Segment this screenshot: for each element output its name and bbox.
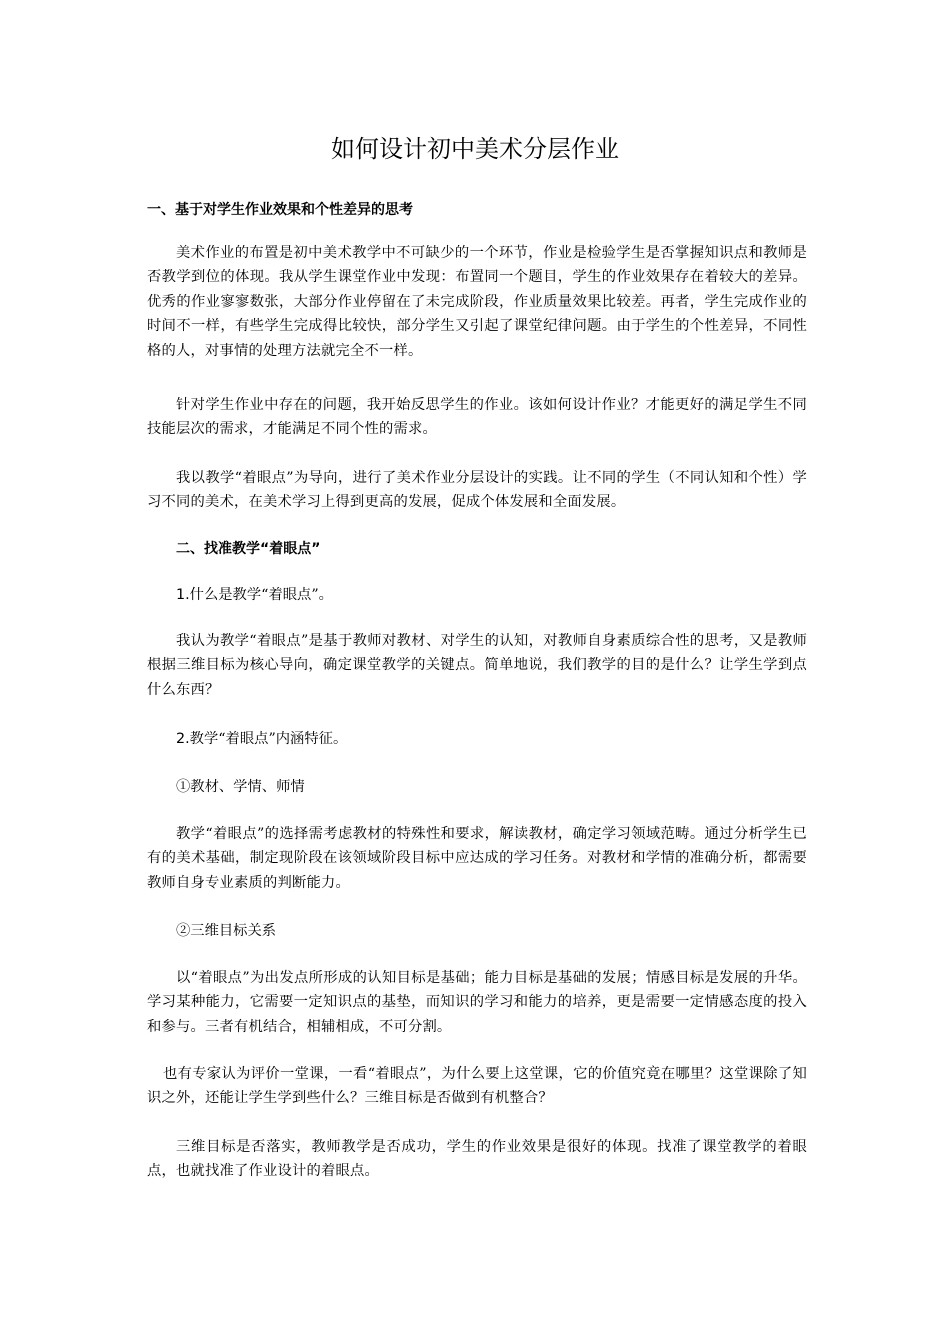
- section-heading-2: 二、找准教学“着眼点”: [176, 541, 321, 557]
- paragraph-7: 也有专家认为评价一堂课，一看“着眼点”，为什么要上这堂课，它的价值究竟在哪里？这堂课除了知识之外，还能让学生学到些什么？三维目标是否做到有机整合？: [147, 1066, 807, 1107]
- list-item-number: 1.: [176, 587, 190, 603]
- list-item-number: 2.: [176, 731, 190, 747]
- paragraph-1: 美术作业的布置是初中美术教学中不可缺少的一个环节，作业是检验学生是否掌握知识点和教师是否教学到位的体现。我从学生课堂作业中发现：布置同一个题目，学生的作业效果存在着较大的差异。优秀的作业寥寥数张，大部分作业停留在了未完成阶段，作业质量效果比较差。再者，学生完成作业的时间不一样，有些学生完成得比较快，部分学生又引起了课堂纪律问题。由于学生的个性差异，不同性格的人，对事情的处理方法就完全不一样。: [147, 245, 807, 359]
- paragraph-6: 以“着眼点”为出发点所形成的认知目标是基础；能力目标是基础的发展；情感目标是发展的升华。学习某种能力，它需要一定知识点的基垫，而知识的学习和能力的培养，更是需要一定情感态度的投入和参与。三者有机结合，相辅相成，不可分割。: [147, 970, 807, 1035]
- list-item-text: 教学“着眼点”内涵特征。: [189, 731, 348, 747]
- list-item-2: [176, 728, 806, 750]
- list-item-3: ①教材、学情、师情: [176, 779, 305, 795]
- section-heading-1: 一、基于对学生作业效果和个性差异的思考: [147, 202, 413, 218]
- paragraph-4: 我认为教学“着眼点”是基于教师对教材、对学生的认知，对教师自身素质综合性的思考，又是教师根据三维目标为核心导向，确定课堂教学的关键点。简单地说，我们教学的目的是什么？让学生学到点什么东西？: [147, 633, 807, 698]
- list-item-1: [176, 584, 806, 606]
- paragraph-8: 三维目标是否落实，教师教学是否成功，学生的作业效果是很好的体现。找准了课堂教学的着眼点，也就找准了作业设计的着眼点。: [147, 1139, 807, 1180]
- list-item-text: 什么是教学“着眼点”。: [189, 587, 333, 603]
- paragraph-5: 教学“着眼点”的选择需考虑教材的特殊性和要求，解读教材，确定学习领域范畴。通过分析学生已有的美术基础，制定现阶段在该领域阶段目标中应达成的学习任务。对教材和学情的准确分析，都需要教师自身专业素质的判断能力。: [147, 826, 807, 891]
- paragraph-2: 针对学生作业中存在的问题，我开始反思学生的作业。该如何设计作业？才能更好的满足学生不同技能层次的需求，才能满足不同个性的需求。: [147, 397, 807, 438]
- list-item-4: ②三维目标关系: [176, 923, 277, 939]
- paragraph-3: 我以教学“着眼点”为导向，进行了美术作业分层设计的实践。让不同的学生（不同认知和个性）学习不同的美术，在美术学习上得到更高的发展，促成个体发展和全面发展。: [147, 470, 807, 511]
- document-title: 如何设计初中美术分层作业: [331, 135, 619, 163]
